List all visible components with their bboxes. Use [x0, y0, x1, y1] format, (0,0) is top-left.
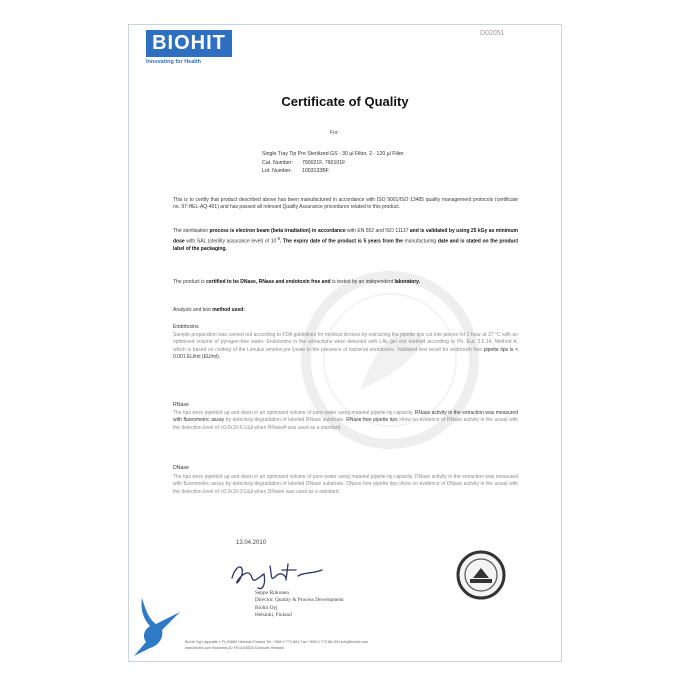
paragraph-sterilisation: The sterilisation process is electron beam (beta irradiation) in accordance with EN 552 and ISO 11137 and is validated by using 25 kGy as minimum dose with SAL (sterility assurance level) of $10^{-6}$. The expiry date of the product is 5 years from the manufacturing date and is stated on the product label of the packaging.	[173, 228, 519, 253]
cat-number-row	[262, 159, 522, 168]
signer-city: Helsinki, Finland	[255, 612, 292, 619]
signer-name: Seppo Riikonen	[255, 590, 289, 596]
lot-number-value: 1003133BF	[302, 168, 329, 174]
dnase-heading: DNase	[173, 465, 189, 471]
cat-number-label: Cat. Number:	[262, 159, 293, 166]
footer	[185, 639, 545, 651]
cat-number-value: 790021F, 790101F	[302, 159, 346, 166]
signer-role: Director, Quality & Process Development	[255, 597, 344, 604]
rnase-heading: RNase	[173, 402, 189, 408]
document-number: D02051	[480, 30, 505, 37]
signer-block	[255, 590, 344, 620]
certificate-title: Certificate of Quality	[281, 94, 409, 109]
biohit-logo: BIOHIT	[146, 30, 232, 57]
paragraph-method: Analysis and test method used:	[173, 307, 245, 313]
paragraph-dnase: The tips were pipetted up and down in an optimised volume of pure water using material pipette tip capacity. DNase activity in the extraction was measured with fluorometric assay by detecting degradation of labeled DNase substrate. DNase free pipette tips show no evidence of DNase activity in the assay with the detection level of <0.2x10-3 U/µl when DNaseI was used as a standard.	[173, 474, 518, 495]
paragraph-certified-free: The product is certified to be DNase, RNase and endotoxin free and is tested by an independent laboratory.	[173, 279, 420, 285]
product-info	[262, 150, 522, 176]
product-description: Single Tray Tip Pre Sterilized GS - 30 µl Filter, 2 - 120 µl Filter	[262, 151, 404, 157]
hummingbird-icon	[124, 588, 192, 658]
paragraph-rnase: The tips were pipetted up and down in an optimised volume of pure water using material pipette tip capacity. RNase activity in the extraction was measured with fluorometric assay by detecting degradation of labeled RNase substrate. RNase free pipette tips show no evidence of RNase activity in the assay with the detection level of <0.5x10-6 U/µl when RNaseA was used as a standard.	[173, 410, 519, 431]
logo-tagline: Innovating for Health	[146, 59, 201, 65]
for-label: For:	[330, 130, 339, 136]
certification-badge-icon	[456, 550, 506, 600]
footer-line-2: www.biohit.com Business ID FI01016533 Domicile Helsinki	[185, 646, 284, 650]
lot-number-label: Lot. Number:	[262, 168, 292, 174]
footer-line-1: Biohit Oyj Laippatie 1 FI-00880 Helsinki Finland Tel. +358 9 773 861 Fax +358 9 773 86 200 info@biohit.com	[185, 640, 368, 644]
paragraph-endotoxins: Sample preparation was carried out according to FDA guidelines for medical devices by extracting the pipette tips cut into pieces for 1 hour at 37 °C with an optimised volume of pyrogen-free water. Endotoxins in the extractions were detected with LAL gel clot method according to Ph. Eur. 2.6.14, Method A, which is based on clotting of the Limulus amebocyte lysate in the presence of bacterial endotoxins. Validated test result for endotoxin free pipette tips is < 0.001 EU/ml (EU/ml).	[173, 332, 518, 361]
paragraph-certification: This is to certify that product described above has been manufactured in accordance with ISO 9001/ISO 13485 quality management protocols (certificate no. 97-HEL-AQ-401) and has passed all relevant Quality Assurance procedures related to this product.	[173, 197, 518, 211]
endotoxins-heading: Endotoxins	[173, 324, 199, 330]
signer-company: Biohit Oyj	[255, 604, 278, 611]
handwritten-signature	[226, 556, 326, 592]
issue-date: 13.04.2010	[236, 540, 267, 546]
lot-number-row	[262, 167, 522, 176]
